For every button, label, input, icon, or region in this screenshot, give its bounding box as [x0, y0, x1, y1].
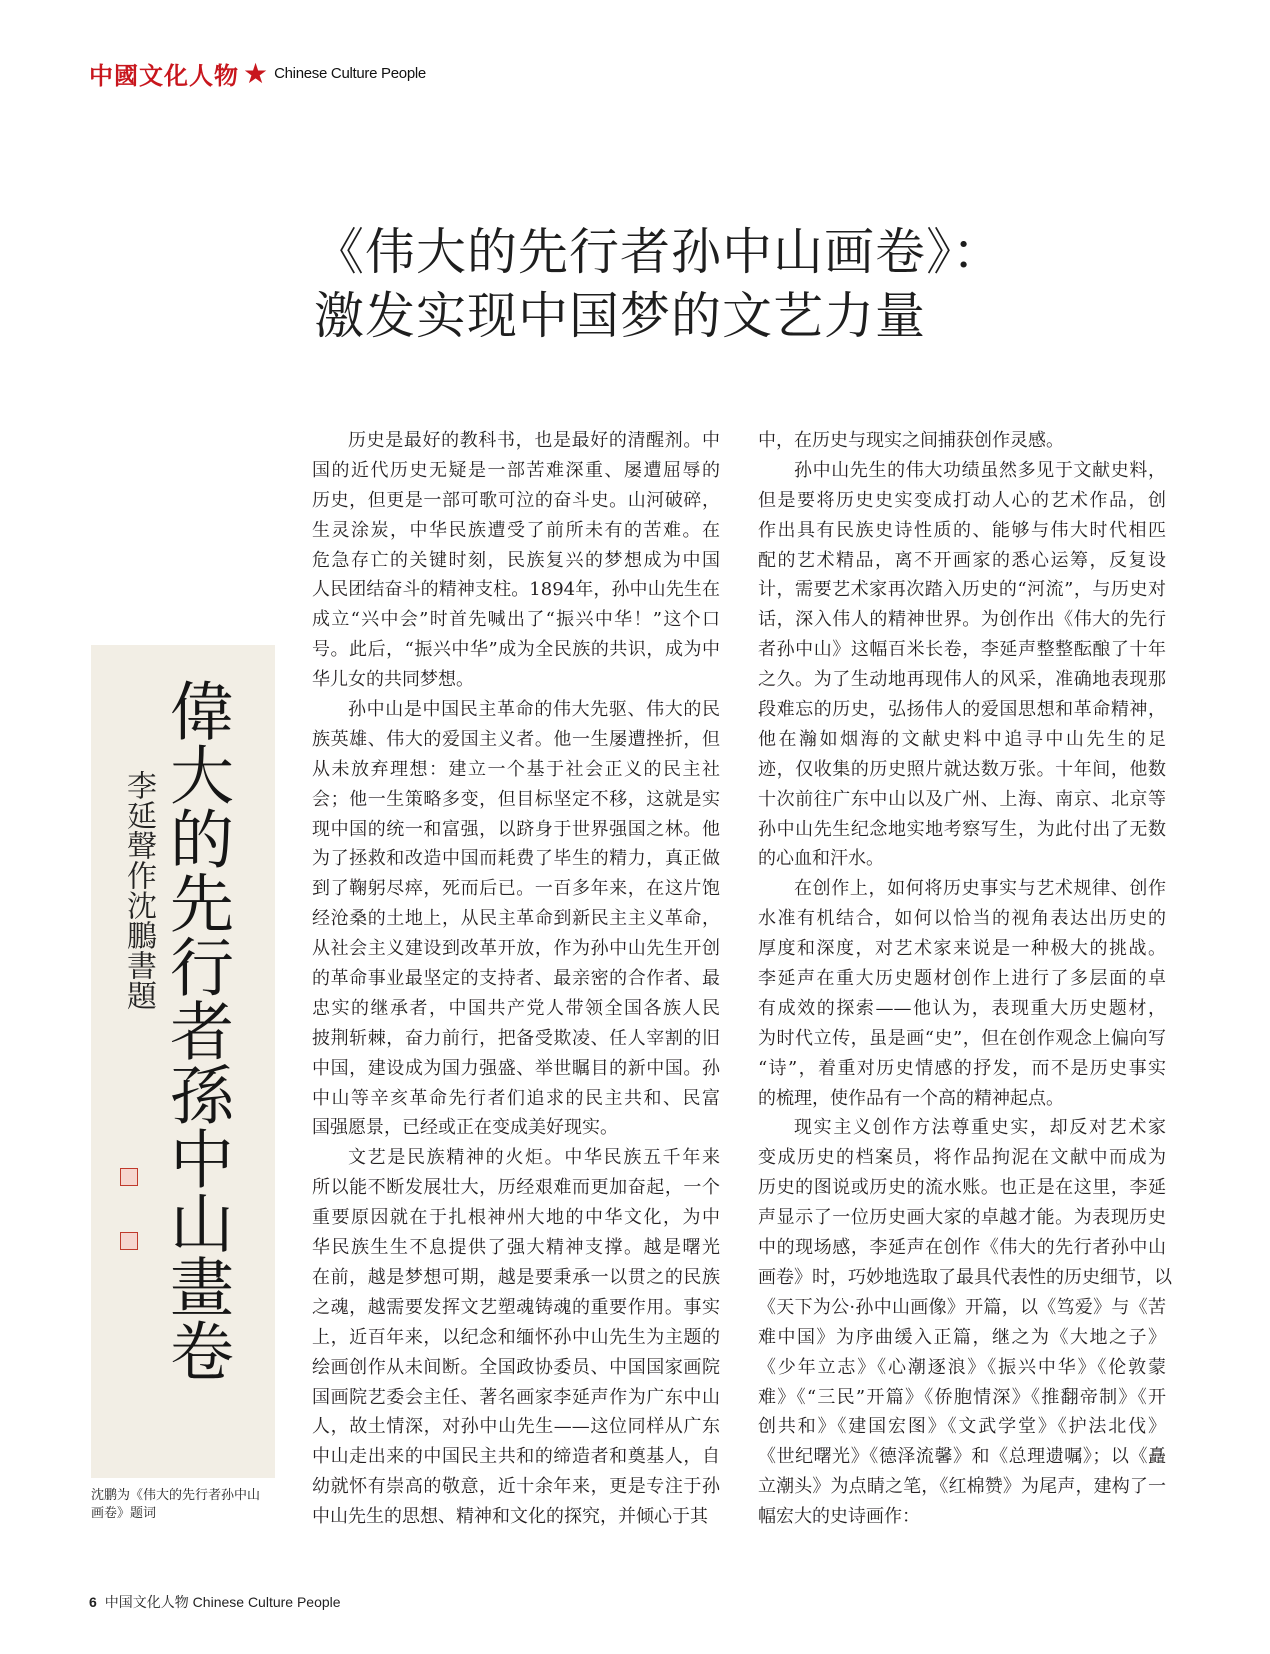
text-line: 为时代立传，虽是画“史”，但在创作观念上偏向写	[758, 1027, 1166, 1049]
text-line: 从社会主义建设到改革开放，作为孙中山先生开创	[312, 938, 720, 960]
text-line: 经沧桑的土地上，从民主革命到新民主主义革命，	[312, 908, 720, 930]
caption-line: 沈鹏为《伟大的先行者孙中山	[91, 1487, 261, 1502]
text-line: 成立“兴中会”时首先喊出了“振兴中华！”这个口	[312, 609, 720, 631]
text-line: 中，在历史与现实之间捕获创作灵感。	[758, 430, 1064, 451]
text-line: 中山先生的思想、精神和文化的探究，并倾心于其	[312, 1506, 708, 1528]
text-line: 危急存亡的关键时刻，民族复兴的梦想成为中国	[312, 549, 720, 571]
text-line: 十次前往广东中山以及广州、上海、南京、北京等	[758, 788, 1166, 810]
logo-chinese: 中國文化人物	[89, 61, 239, 90]
text-line: 人，故土情深，对孙中山先生——这位同样从广东	[312, 1416, 720, 1438]
logo-english: Chinese Culture People	[274, 65, 426, 82]
paragraph	[758, 874, 1166, 1113]
text-line: 现实主义创作方法尊重史实，却反对艺术家	[794, 1117, 1166, 1139]
text-line: 变成历史的档案员，将作品拘泥在文献中而成为	[758, 1147, 1166, 1169]
text-line: 幼就怀有崇高的敬意，近十余年来，更是专注于孙	[312, 1476, 720, 1498]
text-line: 《世纪曙光》《德泽流馨》和《总理遗嘱》；以《矗	[758, 1446, 1166, 1468]
text-line: 华民族生生不息提供了强大精神支撑。越是曙光	[312, 1237, 720, 1259]
text-line: 到了鞠躬尽瘁，死而后已。一百多年来，在这片饱	[312, 878, 720, 900]
text-line: 在创作上，如何将历史事实与艺术规律、创作	[794, 878, 1166, 900]
text-line: 迹，仅收集的历史照片就达数万张。十年间，他数	[758, 758, 1166, 780]
body-column-1	[312, 426, 720, 1532]
text-line: 之魂，越需要发挥文艺塑魂铸魂的重要作用。事实	[312, 1296, 720, 1318]
body-column-2	[758, 426, 1172, 1532]
text-line: 话，深入伟人的精神世界。为创作出《伟大的先行	[758, 609, 1166, 631]
calligraphy-inscription: 李延聲作沈鵬書題	[121, 770, 156, 1010]
page-number: 6	[89, 1594, 97, 1610]
title-line-1: 《伟大的先行者孙中山画卷》：	[314, 223, 1003, 281]
title-line-2: 激发实现中国梦的文艺力量	[314, 287, 926, 345]
text-line: 人民团结奋斗的精神支柱。1894年，孙中山先生在	[312, 579, 720, 601]
text-line: 历史的图说或历史的流水账。也正是在这里，李延	[758, 1177, 1166, 1199]
text-line: 《天下为公·孙中山画像》开篇，以《笃爱》与《苦	[758, 1296, 1166, 1318]
text-line: 中山等辛亥革命先行者们追求的民主共和、民富	[312, 1087, 720, 1109]
text-line: 厚度和深度，对艺术家来说是一种极大的挑战。	[758, 938, 1166, 960]
text-line: 现中国的统一和富强，以跻身于世界强国之林。他	[312, 818, 720, 840]
text-line: 中的现场感，李延声在创作《伟大的先行者孙中山	[758, 1237, 1166, 1259]
text-line: 上，近百年来，以纪念和缅怀孙中山先生为主题的	[312, 1326, 720, 1348]
text-line: 会；他一生策略多变，但目标坚定不移，这就是实	[312, 788, 720, 810]
text-line: 配的艺术精品，离不开画家的悉心运筹，反复设	[758, 549, 1166, 571]
text-line: 他在瀚如烟海的文献史料中追寻中山先生的足	[758, 728, 1166, 750]
text-line: 水准有机结合，如何以恰当的视角表达出历史的	[758, 908, 1166, 930]
text-line: 号。此后，“振兴中华”成为全民族的共识，成为中	[312, 639, 720, 661]
text-line: 披荆斩棘，奋力前行，把备受欺凌、任人宰割的旧	[312, 1027, 720, 1049]
text-line: 忠实的继承者，中国共产党人带领全国各族人民	[312, 997, 720, 1019]
text-line: 国强愿景，已经或正在变成美好现实。	[312, 1117, 618, 1139]
paragraph	[312, 426, 720, 695]
paragraph	[312, 1143, 720, 1532]
star-icon: ★	[243, 56, 269, 90]
text-line: 计，需要艺术家再次踏入历史的“河流”，与历史对	[758, 579, 1166, 601]
text-line: 文艺是民族精神的火炬。中华民族五千年来	[348, 1147, 720, 1169]
text-line: 画卷》时，巧妙地选取了最具代表性的历史细节，以	[758, 1266, 1172, 1288]
text-line: 绘画创作从未间断。全国政协委员、中国国家画院	[312, 1356, 720, 1378]
text-line: 历史，但更是一部可歌可泣的奋斗史。山河破碎，	[312, 489, 720, 511]
text-line: 为了拯救和改造中国而耗费了毕生的精力，真正做	[312, 848, 720, 870]
text-line: 但是要将历史史实变成打动人心的艺术作品，创	[758, 489, 1166, 511]
text-line: 国画院艺委会主任、著名画家李延声作为广东中山	[312, 1386, 720, 1408]
paragraph	[312, 695, 720, 1143]
seal-stamp	[120, 1232, 138, 1250]
paragraph	[758, 1113, 1172, 1531]
paragraph	[758, 456, 1166, 874]
image-caption	[91, 1486, 260, 1522]
text-line: 有成效的探索——他认为，表现重大历史题材，	[758, 997, 1166, 1019]
text-line: 之久。为了生动地再现伟人的风采，准确地表现那	[758, 669, 1166, 691]
text-line: 作出具有民族史诗性质的、能够与伟大时代相匹	[758, 519, 1166, 541]
text-line: 族英雄、伟大的爱国主义者。他一生屡遭挫折，但	[312, 728, 720, 750]
paragraph	[758, 426, 1166, 456]
text-line: 从未放弃理想：建立一个基于社会正义的民主社	[312, 758, 720, 780]
text-line: 《少年立志》《心潮逐浪》《振兴中华》《伦敦蒙	[758, 1356, 1166, 1378]
text-line: 历史是最好的教科书，也是最好的清醒剂。中	[348, 430, 720, 451]
caption-line: 画卷》题词	[91, 1505, 157, 1520]
text-line: 重要原因就在于扎根神州大地的中华文化，为中	[312, 1207, 720, 1229]
text-line: 创共和》《建国宏图》《文武学堂》《护法北伐》	[758, 1416, 1166, 1438]
text-line: 孙中山先生的伟大功绩虽然多见于文献史料，	[794, 459, 1166, 481]
masthead	[89, 56, 426, 91]
text-line: 声显示了一位历史画大家的卓越才能。为表现历史	[758, 1207, 1166, 1229]
article-title	[314, 220, 1003, 348]
text-line: 难》《“三民”开篇》《侨胞情深》《推翻帝制》《开	[758, 1386, 1166, 1408]
text-line: 的心血和汗水。	[758, 848, 884, 870]
footer-publication: 中国文化人物 Chinese Culture People	[104, 1594, 341, 1610]
text-line: 立潮头》为点睛之笔，《红棉赞》为尾声，建构了一	[758, 1476, 1166, 1498]
text-line: 的梳理，使作品有一个高的精神起点。	[758, 1087, 1064, 1109]
text-line: 所以能不断发展壮大，历经艰难而更加奋起，一个	[312, 1177, 720, 1199]
text-line: 难中国》为序曲缓入正篇，继之为《大地之子》	[758, 1326, 1166, 1348]
text-line: 李延声在重大历史题材创作上进行了多层面的卓	[758, 968, 1166, 990]
text-line: 段难忘的历史，弘扬伟人的爱国思想和革命精神，	[758, 699, 1166, 721]
calligraphy-main-text: 偉大的先行者孫中山畫卷	[159, 678, 233, 1382]
page-footer	[89, 1592, 341, 1612]
seal-stamp	[120, 1168, 138, 1186]
text-line: 的革命事业最坚定的支持者、最亲密的合作者、最	[312, 968, 720, 990]
text-line: 国的近代历史无疑是一部苦难深重、屡遭屈辱的	[312, 459, 720, 481]
text-line: 孙中山先生纪念地实地考察写生，为此付出了无数	[758, 818, 1166, 840]
text-line: 孙中山是中国民主革命的伟大先驱、伟大的民	[348, 699, 720, 721]
text-line: 者孙中山》这幅百米长卷，李延声整整酝酿了十年	[758, 639, 1166, 661]
text-line: 在前，越是梦想可期，越是要秉承一以贯之的民族	[312, 1266, 720, 1288]
text-line: 华儿女的共同梦想。	[312, 669, 474, 691]
text-line: 中山走出来的中国民主共和的缔造者和奠基人，自	[312, 1446, 720, 1468]
text-line: 中国，建设成为国力强盛、举世瞩目的新中国。孙	[312, 1057, 720, 1079]
text-line: 幅宏大的史诗画作：	[758, 1506, 920, 1528]
text-line: “诗”，着重对历史情感的抒发，而不是历史事实	[758, 1057, 1166, 1079]
text-line: 生灵涂炭，中华民族遭受了前所未有的苦难。在	[312, 519, 720, 541]
